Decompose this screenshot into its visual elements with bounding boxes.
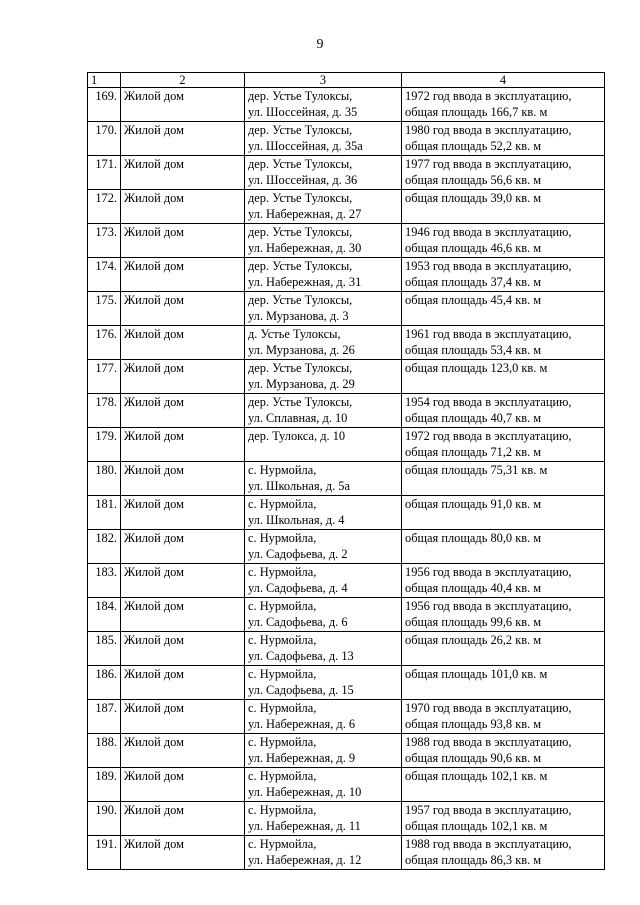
info-line: 1961 год ввода в эксплуатацию, (405, 327, 572, 341)
address-line: дер. Устье Тулоксы, (248, 293, 353, 307)
info-line: 1972 год ввода в эксплуатацию, (405, 429, 572, 443)
address-line: с. Нурмойла, (248, 769, 317, 783)
info-line: 1972 год ввода в эксплуатацию, (405, 89, 572, 103)
table-row (88, 496, 605, 530)
address-line (248, 445, 398, 461)
table-row (88, 360, 605, 394)
address-line: дер. Устье Тулоксы, (248, 157, 353, 171)
info-line: общая площадь 26,2 кв. м (405, 633, 542, 647)
address-line: с. Нурмойла, (248, 497, 317, 511)
row-number-cell: 169. (88, 88, 121, 122)
address-line: ул. Садофьева, д. 6 (248, 614, 348, 629)
address-line: дер. Устье Тулоксы, (248, 395, 353, 409)
row-number-cell: 185. (88, 632, 121, 666)
address-line: ул. Набережная, д. 11 (248, 818, 361, 833)
info-cell (402, 462, 605, 496)
table-row (88, 700, 605, 734)
info-cell (402, 836, 605, 870)
info-line: общая площадь 93,8 кв. м (405, 716, 542, 731)
object-type-cell: Жилой дом (121, 224, 245, 258)
info-line: общая площадь 39,0 кв. м (405, 191, 542, 205)
row-number-cell: 171. (88, 156, 121, 190)
address-line: дер. Устье Тулоксы, (248, 361, 353, 375)
address-line: с. Нурмойла, (248, 531, 317, 545)
info-line: 1988 год ввода в эксплуатацию, (405, 837, 572, 851)
info-line: 1977 год ввода в эксплуатацию, (405, 157, 572, 171)
info-line: 1946 год ввода в эксплуатацию, (405, 225, 572, 239)
address-line: с. Нурмойла, (248, 599, 317, 613)
table-row (88, 564, 605, 598)
address-cell (245, 190, 402, 224)
row-number-cell: 174. (88, 258, 121, 292)
address-cell (245, 394, 402, 428)
object-type-cell: Жилой дом (121, 632, 245, 666)
row-number-cell: 191. (88, 836, 121, 870)
info-cell (402, 530, 605, 564)
address-line: ул. Шоссейная, д. 36 (248, 172, 358, 187)
address-line: ул. Школьная, д. 4 (248, 512, 345, 527)
address-cell (245, 768, 402, 802)
info-cell (402, 258, 605, 292)
info-line: 1957 год ввода в эксплуатацию, (405, 803, 572, 817)
row-number-cell: 183. (88, 564, 121, 598)
address-line: ул. Шоссейная, д. 35 (248, 104, 358, 119)
object-type-cell: Жилой дом (121, 530, 245, 564)
info-cell (402, 156, 605, 190)
address-cell (245, 564, 402, 598)
object-type-cell: Жилой дом (121, 428, 245, 462)
address-line: дер. Устье Тулоксы, (248, 191, 353, 205)
info-line: общая площадь 52,2 кв. м (405, 138, 542, 153)
address-line: ул. Набережная, д. 10 (248, 784, 362, 799)
row-number-cell: 181. (88, 496, 121, 530)
row-number-cell: 179. (88, 428, 121, 462)
table-row (88, 802, 605, 836)
table-header-row (88, 73, 605, 88)
row-number-cell: 173. (88, 224, 121, 258)
info-line: общая площадь 102,1 кв. м (405, 818, 548, 833)
object-type-cell: Жилой дом (121, 156, 245, 190)
address-cell (245, 836, 402, 870)
address-line: с. Нурмойла, (248, 633, 317, 647)
table-row (88, 122, 605, 156)
info-line: общая площадь 90,6 кв. м (405, 750, 542, 765)
table-row (88, 428, 605, 462)
table-row (88, 326, 605, 360)
info-line: общая площадь 80,0 кв. м (405, 531, 542, 545)
row-number-cell: 182. (88, 530, 121, 564)
address-cell (245, 700, 402, 734)
info-line: общая площадь 86,3 кв. м (405, 852, 542, 867)
address-line: с. Нурмойла, (248, 735, 317, 749)
info-line: 1953 год ввода в эксплуатацию, (405, 259, 572, 273)
object-type-cell: Жилой дом (121, 462, 245, 496)
info-line: 1954 год ввода в эксплуатацию, (405, 395, 572, 409)
object-type-cell: Жилой дом (121, 326, 245, 360)
info-line (405, 207, 601, 223)
table-row (88, 632, 605, 666)
address-line: ул. Школьная, д. 5а (248, 478, 351, 493)
info-line (405, 547, 601, 563)
address-line: ул. Садофьева, д. 4 (248, 580, 348, 595)
info-line: 1956 год ввода в эксплуатацию, (405, 565, 572, 579)
info-cell (402, 88, 605, 122)
table-row (88, 190, 605, 224)
info-line: общая площадь 46,6 кв. м (405, 240, 542, 255)
info-line (405, 377, 601, 393)
header-cell-address: 3 (245, 73, 402, 88)
info-cell (402, 734, 605, 768)
object-type-cell: Жилой дом (121, 666, 245, 700)
row-number-cell: 170. (88, 122, 121, 156)
info-line (405, 479, 601, 495)
info-line: общая площадь 40,7 кв. м (405, 410, 542, 425)
row-number-cell: 172. (88, 190, 121, 224)
row-number-cell: 187. (88, 700, 121, 734)
info-line (405, 513, 601, 529)
object-type-cell: Жилой дом (121, 122, 245, 156)
info-line (405, 309, 601, 325)
info-line: 1980 год ввода в эксплуатацию, (405, 123, 572, 137)
info-cell (402, 496, 605, 530)
address-cell (245, 734, 402, 768)
object-type-cell: Жилой дом (121, 564, 245, 598)
address-cell (245, 666, 402, 700)
info-line: общая площадь 56,6 кв. м (405, 172, 542, 187)
object-type-cell: Жилой дом (121, 88, 245, 122)
address-line: ул. Набережная, д. 12 (248, 852, 362, 867)
table-row (88, 258, 605, 292)
row-number-cell: 176. (88, 326, 121, 360)
object-type-cell: Жилой дом (121, 292, 245, 326)
address-line: д. Устье Тулоксы, (248, 327, 341, 341)
address-line: ул. Садофьева, д. 15 (248, 682, 354, 697)
address-line: дер. Устье Тулоксы, (248, 259, 353, 273)
table-row (88, 88, 605, 122)
info-line: общая площадь 40,4 кв. м (405, 580, 542, 595)
table-row (88, 224, 605, 258)
info-line (405, 785, 601, 801)
info-cell (402, 632, 605, 666)
address-line: ул. Садофьева, д. 13 (248, 648, 354, 663)
info-cell (402, 768, 605, 802)
object-type-cell: Жилой дом (121, 734, 245, 768)
address-line: ул. Набережная, д. 9 (248, 750, 356, 765)
table-row (88, 462, 605, 496)
object-type-cell: Жилой дом (121, 768, 245, 802)
info-cell (402, 598, 605, 632)
address-line: ул. Набережная, д. 31 (248, 274, 362, 289)
row-number-cell: 186. (88, 666, 121, 700)
row-number-cell: 178. (88, 394, 121, 428)
table-row (88, 530, 605, 564)
object-type-cell: Жилой дом (121, 598, 245, 632)
address-cell (245, 258, 402, 292)
table-row (88, 836, 605, 870)
info-line: общая площадь 123,0 кв. м (405, 361, 548, 375)
info-cell (402, 802, 605, 836)
info-line (405, 683, 601, 699)
address-cell (245, 88, 402, 122)
object-type-cell: Жилой дом (121, 394, 245, 428)
row-number-cell: 189. (88, 768, 121, 802)
address-line: ул. Набережная, д. 30 (248, 240, 362, 255)
address-line: с. Нурмойла, (248, 701, 317, 715)
info-cell (402, 666, 605, 700)
address-cell (245, 462, 402, 496)
address-cell (245, 428, 402, 462)
info-cell (402, 190, 605, 224)
address-line: ул. Мурзанова, д. 3 (248, 308, 349, 323)
address-line: дер. Устье Тулоксы, (248, 123, 353, 137)
info-line: 1988 год ввода в эксплуатацию, (405, 735, 572, 749)
object-type-cell: Жилой дом (121, 258, 245, 292)
address-cell (245, 122, 402, 156)
address-line: ул. Шоссейная, д. 35а (248, 138, 363, 153)
info-line: общая площадь 166,7 кв. м (405, 104, 548, 119)
address-cell (245, 326, 402, 360)
table-row (88, 156, 605, 190)
address-cell (245, 802, 402, 836)
info-line: 1956 год ввода в эксплуатацию, (405, 599, 572, 613)
object-type-cell: Жилой дом (121, 836, 245, 870)
table-body (88, 73, 605, 870)
address-line: с. Нурмойла, (248, 837, 317, 851)
address-cell (245, 632, 402, 666)
address-line: ул. Набережная, д. 27 (248, 206, 362, 221)
row-number-cell: 188. (88, 734, 121, 768)
info-line: общая площадь 53,4 кв. м (405, 342, 542, 357)
address-line: с. Нурмойла, (248, 803, 317, 817)
info-cell (402, 700, 605, 734)
address-cell (245, 292, 402, 326)
info-line (405, 649, 601, 665)
property-table (87, 72, 605, 870)
table-row (88, 292, 605, 326)
address-line: дер. Устье Тулоксы, (248, 89, 353, 103)
info-line: общая площадь 75,31 кв. м (405, 463, 548, 477)
info-cell (402, 122, 605, 156)
info-line: общая площадь 45,4 кв. м (405, 293, 542, 307)
row-number-cell: 177. (88, 360, 121, 394)
address-cell (245, 496, 402, 530)
info-cell (402, 224, 605, 258)
header-cell-info: 4 (402, 73, 605, 88)
object-type-cell: Жилой дом (121, 700, 245, 734)
address-line: ул. Мурзанова, д. 29 (248, 376, 355, 391)
info-cell (402, 360, 605, 394)
info-line: общая площадь 101,0 кв. м (405, 667, 548, 681)
table-row (88, 666, 605, 700)
info-cell (402, 428, 605, 462)
address-line: с. Нурмойла, (248, 565, 317, 579)
object-type-cell: Жилой дом (121, 190, 245, 224)
row-number-cell: 184. (88, 598, 121, 632)
address-line: с. Нурмойла, (248, 667, 317, 681)
info-line: общая площадь 71,2 кв. м (405, 444, 542, 459)
address-line: дер. Устье Тулоксы, (248, 225, 353, 239)
address-cell (245, 156, 402, 190)
address-line: ул. Садофьева, д. 2 (248, 546, 348, 561)
object-type-cell: Жилой дом (121, 360, 245, 394)
info-line: общая площадь 99,6 кв. м (405, 614, 542, 629)
header-cell-type: 2 (121, 73, 245, 88)
object-type-cell: Жилой дом (121, 802, 245, 836)
info-cell (402, 326, 605, 360)
info-cell (402, 292, 605, 326)
row-number-cell: 180. (88, 462, 121, 496)
address-line: ул. Мурзанова, д. 26 (248, 342, 355, 357)
address-cell (245, 360, 402, 394)
address-line: ул. Сплавная, д. 10 (248, 410, 348, 425)
address-line: с. Нурмойла, (248, 463, 317, 477)
object-type-cell: Жилой дом (121, 496, 245, 530)
address-line: дер. Тулокса, д. 10 (248, 429, 346, 443)
table-row (88, 734, 605, 768)
info-line: общая площадь 91,0 кв. м (405, 497, 542, 511)
info-line: общая площадь 102,1 кв. м (405, 769, 548, 783)
header-cell-number: 1 (88, 73, 121, 88)
info-line: 1970 год ввода в эксплуатацию, (405, 701, 572, 715)
address-cell (245, 224, 402, 258)
table-row (88, 768, 605, 802)
row-number-cell: 175. (88, 292, 121, 326)
address-cell (245, 530, 402, 564)
table-row (88, 598, 605, 632)
info-cell (402, 564, 605, 598)
info-cell (402, 394, 605, 428)
info-line: общая площадь 37,4 кв. м (405, 274, 542, 289)
page-number: 9 (316, 37, 324, 52)
table-row (88, 394, 605, 428)
address-cell (245, 598, 402, 632)
row-number-cell: 190. (88, 802, 121, 836)
address-line: ул. Набережная, д. 6 (248, 716, 356, 731)
